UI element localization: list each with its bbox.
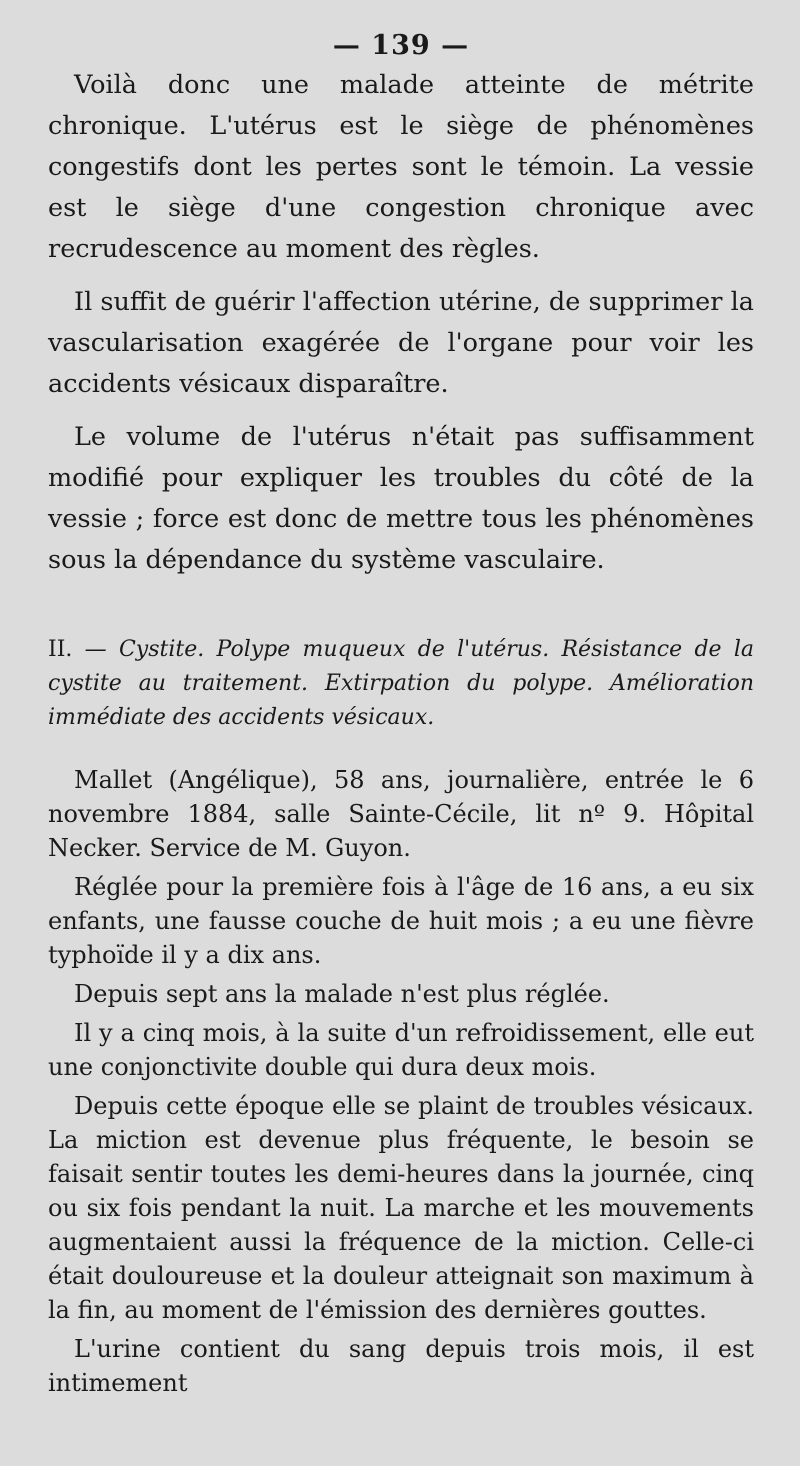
- paragraph: L'urine contient du sang depuis trois mois, il est intimement: [48, 1335, 754, 1397]
- paragraph: Voilà donc une malade atteinte de métrite chronique. L'utérus est le siège de phénomènes congestifs dont les pertes sont le témoin. La vessie est le siège d'une congestion chronique avec recrudescence au moment des règles.: [48, 70, 754, 264]
- paragraph: Réglée pour la première fois à l'âge de 16 ans, a eu six enfants, une fausse couche de huit mois ; a eu une fièvre typhoïde il y a dix ans.: [48, 873, 754, 969]
- section-commentary: [48, 65, 754, 581]
- section-case-report: [48, 763, 754, 1400]
- case-title: — Cystite. Polype muqueux de l'utérus. Résistance de la cystite au traitement. Extirpation du polype. Amélioration immédiate des accidents vésicaux.: [48, 637, 754, 730]
- paragraph: Il suffit de guérir l'affection utérine, de supprimer la vascularisation exagérée de l'organe pour voir les accidents vésicaux disparaître.: [48, 287, 754, 399]
- case-number: II.: [48, 637, 73, 662]
- paragraph: Le volume de l'utérus n'était pas suffisamment modifié pour expliquer les troubles du côté de la vessie ; force est donc de mettre tous les phénomènes sous la dépendance du système vasculaire.: [48, 422, 754, 575]
- paragraph: Mallet (Angélique), 58 ans, journalière, entrée le 6 novembre 1884, salle Sainte-Cécile, lit nº 9. Hôpital Necker. Service de M. Guyon.: [48, 766, 754, 862]
- paragraph: Il y a cinq mois, à la suite d'un refroidissement, elle eut une conjonctivite double qui dura deux mois.: [48, 1019, 754, 1081]
- paragraph: Depuis sept ans la malade n'est plus réglée.: [74, 980, 610, 1008]
- page-number: — 139 —: [332, 30, 470, 61]
- case-heading: [48, 633, 754, 735]
- paragraph: Depuis cette époque elle se plaint de troubles vésicaux. La miction est devenue plus fréquente, le besoin se faisait sentir toutes les demi-heures dans la journée, cinq ou six fois pendant la nuit. La marche et les mouvements augmentaient aussi la fréquence de la miction. Celle-ci était douloureuse et la douleur atteignait son maximum à la fin, au moment de l'émission des dernières gouttes.: [48, 1092, 754, 1324]
